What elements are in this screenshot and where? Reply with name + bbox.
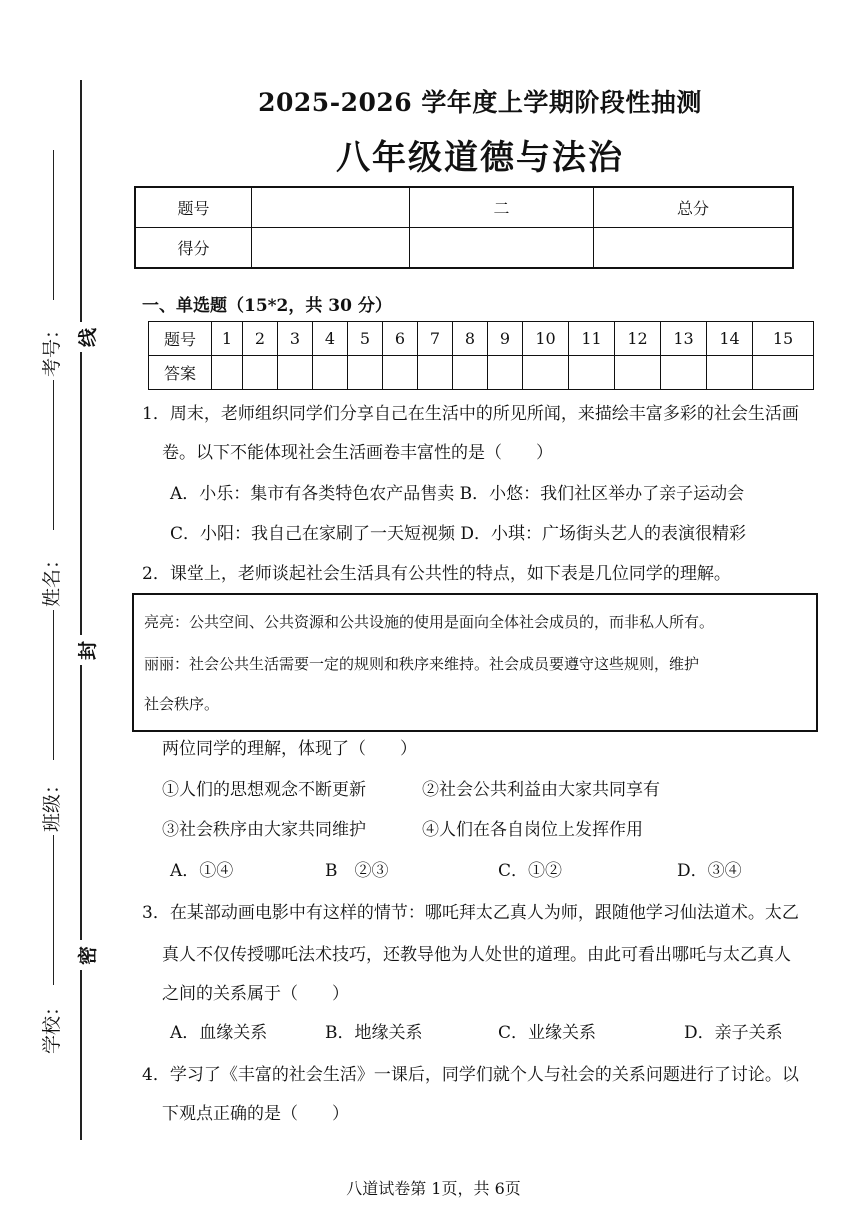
answer-cell[interactable]: [707, 356, 753, 390]
answer-grid-row-label: 答案: [149, 356, 212, 390]
name-rule: [53, 380, 54, 530]
score-cell: 总分: [594, 187, 794, 228]
score-cell: 二: [410, 187, 594, 228]
question-number-cell: 7: [418, 322, 453, 356]
q3-stem-line1: 3．在某部动画电影中有这样的情节：哪吒拜太乙真人为师，跟随他学习仙法道术。太乙: [142, 903, 799, 923]
answer-cell[interactable]: [488, 356, 523, 390]
q1-options-row1: A．小乐：集市有各类特色农产品售卖 B．小悠：我们社区举办了亲子运动会: [170, 484, 745, 504]
answer-cell[interactable]: [212, 356, 243, 390]
question-number-cell: 1: [212, 322, 243, 356]
answer-cell[interactable]: [753, 356, 814, 390]
question-number-cell: 13: [661, 322, 707, 356]
question-number-cell: 4: [313, 322, 348, 356]
answer-cell[interactable]: [313, 356, 348, 390]
question-number-cell: 9: [488, 322, 523, 356]
q2-quote-box: [132, 593, 818, 732]
class-rule: [53, 610, 54, 760]
q2-stem: 2．课堂上，老师谈起社会生活具有公共性的特点，如下表是几位同学的理解。: [142, 564, 731, 584]
q3-option-a: A．血缘关系: [170, 1023, 268, 1043]
score-cell: [594, 228, 794, 269]
score-cell: [252, 187, 410, 228]
q1-options-row2: C．小阳：我自己在家刷了一天短视频 D．小琪：广场街头艺人的表演很精彩: [170, 524, 747, 544]
question-number-cell: 15: [753, 322, 814, 356]
question-number-cell: 8: [453, 322, 488, 356]
seal-char-secret: 密: [76, 940, 98, 970]
q3-stem-line3: 之间的关系属于（ ）: [162, 984, 349, 1004]
answer-grid-row-label: 题号: [149, 322, 212, 356]
answer-cell[interactable]: [278, 356, 313, 390]
answer-grid: [148, 321, 814, 390]
score-table-header-row: [135, 187, 793, 228]
score-cell: [410, 228, 594, 269]
q2-item4: ④人们在各自岗位上发挥作用: [422, 820, 643, 840]
exam-title: 2025-2026 学年度上学期阶段性抽测: [258, 88, 702, 117]
question-number-cell: 2: [243, 322, 278, 356]
question-number-cell: 12: [615, 322, 661, 356]
answer-cell[interactable]: [243, 356, 278, 390]
q3-option-d: D．亲子关系: [684, 1023, 783, 1043]
q4-stem-line2: 下观点正确的是（ ）: [162, 1104, 349, 1124]
answer-cell[interactable]: [383, 356, 418, 390]
q2-option-a: A．①④: [170, 861, 234, 881]
q2-item1: ①人们的思想观念不断更新: [162, 780, 366, 800]
answer-cell[interactable]: [569, 356, 615, 390]
page-footer: 八道试卷第 1页，共 6页: [346, 1179, 521, 1198]
q2-item2: ②社会公共利益由大家共同享有: [422, 780, 660, 800]
q3-option-b: B．地缘关系: [325, 1023, 423, 1043]
q3-option-c: C．业缘关系: [498, 1023, 597, 1043]
q2-option-c: C．①②: [498, 861, 563, 881]
seal-char-line: 线: [76, 322, 98, 352]
answer-cell[interactable]: [453, 356, 488, 390]
seal-char-seal: 封: [76, 635, 98, 665]
q2-option-b: B ②③: [325, 861, 389, 881]
score-cell: 得分: [135, 228, 252, 269]
q3-stem-line2: 真人不仅传授哪吒法术技巧，还教导他为人处世的道理。由此可看出哪吒与太乙真人: [162, 945, 791, 965]
binding-line: [80, 80, 82, 1140]
question-number-cell: 14: [707, 322, 753, 356]
class-label: 班级：: [41, 774, 64, 833]
q1-stem-line1: 1．周末，老师组织同学们分享自己在生活中的所见所闻，来描绘丰富多彩的社会生活画: [142, 404, 799, 424]
q2-item3: ③社会秩序由大家共同维护: [162, 820, 366, 840]
answer-cell[interactable]: [615, 356, 661, 390]
question-number-cell: 6: [383, 322, 418, 356]
section-heading: 一、单选题（15*2，共 30 分）: [142, 296, 392, 316]
question-number-cell: 11: [569, 322, 615, 356]
school-label: 学校：: [41, 996, 64, 1055]
score-cell: 题号: [135, 187, 252, 228]
answer-cell[interactable]: [348, 356, 383, 390]
answer-cell[interactable]: [418, 356, 453, 390]
exam-number-label: 考号：: [41, 319, 64, 378]
answer-cell[interactable]: [523, 356, 569, 390]
score-cell: [252, 228, 410, 269]
q1-stem-line2: 卷。以下不能体现社会生活画卷丰富性的是（ ）: [162, 443, 553, 463]
q2-quote-lili-line2: 社会秩序。: [144, 695, 220, 713]
question-number-cell: 5: [348, 322, 383, 356]
q2-quote-liangliang: 亮亮：公共空间、公共资源和公共设施的使用是面向全体社会成员的，而非私人所有。: [144, 613, 715, 631]
exam-number-rule: [53, 150, 54, 300]
answer-cell[interactable]: [661, 356, 707, 390]
question-number-cell: 3: [278, 322, 313, 356]
q2-question: 两位同学的理解，体现了（ ）: [162, 739, 417, 759]
name-label: 姓名：: [41, 549, 64, 608]
school-rule: [53, 835, 54, 985]
q2-quote-lili-line1: 丽丽：社会公共生活需要一定的规则和秩序来维持。社会成员要遵守这些规则，维护: [144, 655, 700, 673]
q4-stem-line1: 4．学习了《丰富的社会生活》一课后，同学们就个人与社会的关系问题进行了讨论。以: [142, 1065, 799, 1085]
answer-grid-number-row: [149, 322, 814, 356]
question-number-cell: 10: [523, 322, 569, 356]
subject-title: 八年级道德与法治: [336, 138, 624, 178]
q2-option-d: D．③④: [677, 861, 742, 881]
answer-grid-answer-row: [149, 356, 814, 390]
score-table: [134, 186, 794, 269]
score-table-score-row: [135, 228, 793, 269]
